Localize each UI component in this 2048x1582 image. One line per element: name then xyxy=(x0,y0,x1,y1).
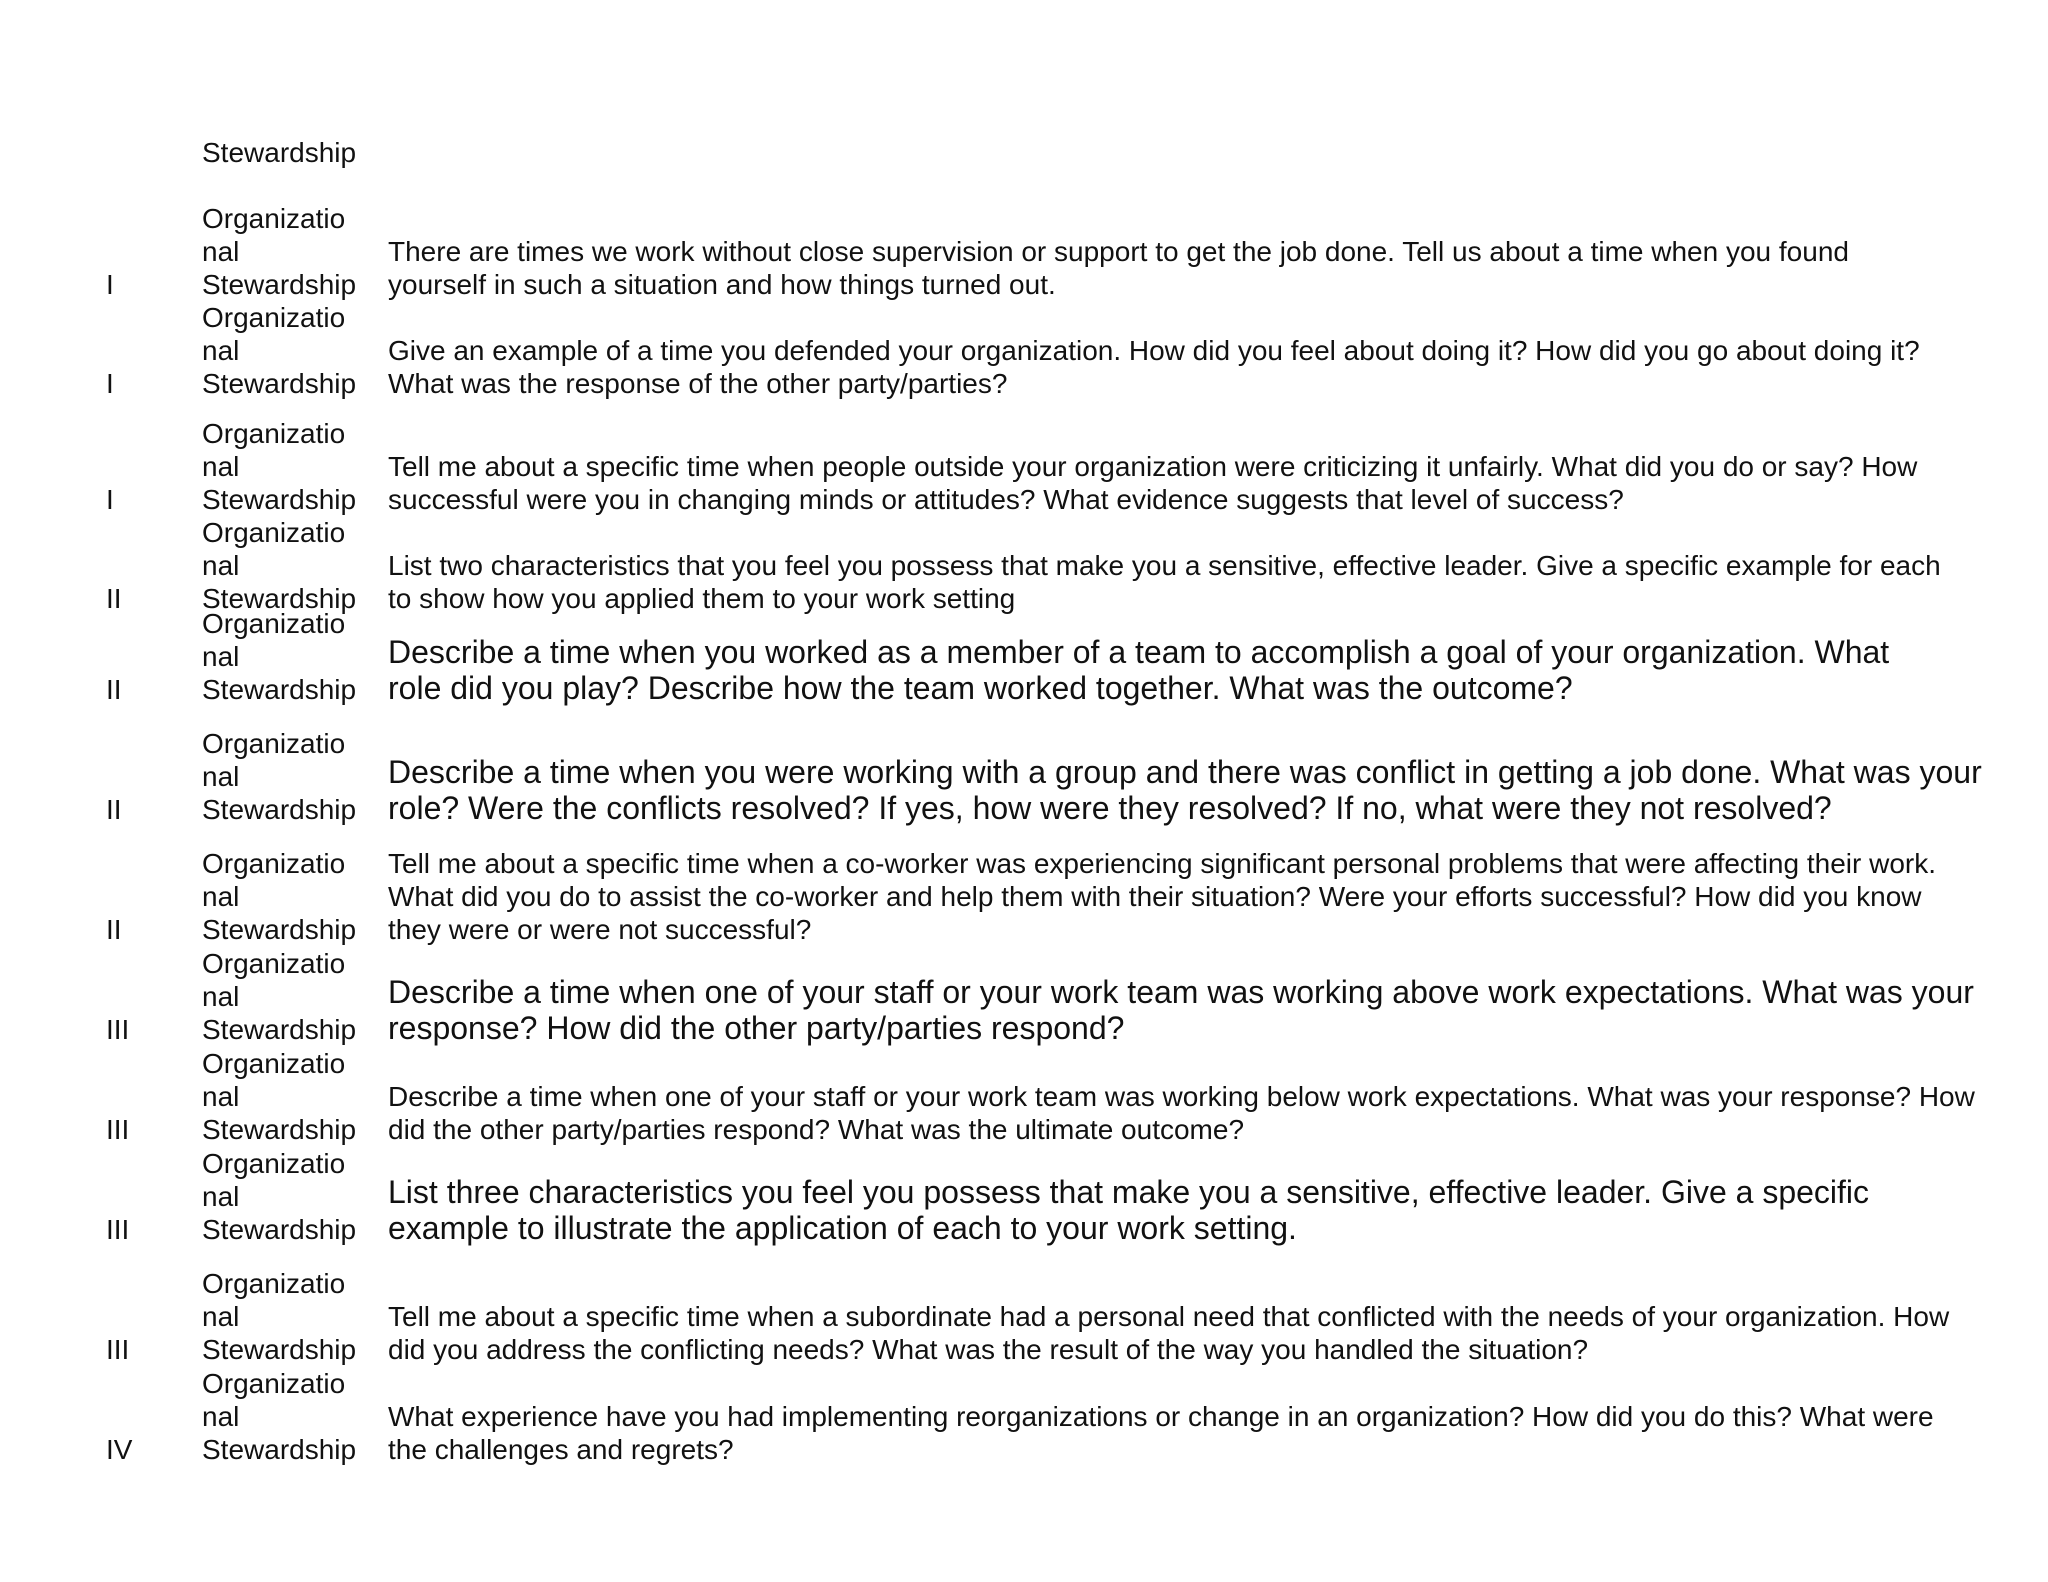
question-cell: Describe a time when you were working with a group and there was conflict in getting a job done. What was your role? Were the conflicts resolved? If yes, how were they resolved? If no, what were they not resolved? xyxy=(388,754,1982,826)
level-cell: III xyxy=(106,1334,130,1365)
question-row xyxy=(0,202,2048,301)
question-cell: Describe a time when one of your staff or your work team was working above work expectations. What was your response? How did the other party/parties respond? xyxy=(388,974,1974,1046)
question-row xyxy=(0,846,2048,946)
level-cell: III xyxy=(106,1214,130,1245)
category-cell: Organizatio nal Stewardship xyxy=(202,1148,357,1245)
question-cell: Describe a time when one of your staff or your work team was working below work expectations. What was your response? How did the other party/parties respond? What was the ultimate outcome? xyxy=(388,1081,1975,1145)
category-cell: Organizatio nal Stewardship xyxy=(202,1368,357,1465)
question-row xyxy=(0,606,2048,706)
category-cell: Organizatio nal Stewardship xyxy=(202,1048,357,1145)
question-row xyxy=(0,1266,2048,1366)
level-cell: III xyxy=(106,1114,130,1145)
level-cell: II xyxy=(106,674,122,705)
question-cell: Tell me about a specific time when people outside your organization were criticizing it unfairly. What did you do or say? How successful were you in changing minds or attitudes? What evidence suggests that level of success? xyxy=(388,451,1918,515)
question-cell: Describe a time when you worked as a member of a team to accomplish a goal of your organization. What role did you play? Describe how the team worked together. What was the outcome? xyxy=(388,634,1890,706)
question-row xyxy=(0,726,2048,826)
level-cell: II xyxy=(106,583,122,614)
question-cell: There are times we work without close supervision or support to get the job done. Tell us about a time when you found yourself in such a situation and how things turned out. xyxy=(388,236,1849,300)
category-cell: Organizatio nal Stewardship xyxy=(202,418,357,515)
question-row xyxy=(0,1366,2048,1466)
category-cell: Organizatio nal Stewardship xyxy=(202,302,357,399)
question-cell: Tell me about a specific time when a co-worker was experiencing significant personal problems that were affecting their work. What did you do to assist the co-worker and help them with their situation? Were your efforts successful? How did you know they were or were not successful? xyxy=(388,848,1936,945)
question-cell: Tell me about a specific time when a subordinate had a personal need that conflicted with the needs of your organization. How did you address the conflicting needs? What was the result of the way you handled the situation? xyxy=(388,1301,1950,1365)
category-cell: Organizatio nal Stewardship xyxy=(202,517,357,614)
question-cell: Give an example of a time you defended your organization. How did you feel about doing it? How did you go about doing it? What was the response of the other party/parties? xyxy=(388,335,1920,399)
level-cell: I xyxy=(106,368,114,399)
question-row xyxy=(0,1046,2048,1146)
category-cell: Organizatio nal Stewardship xyxy=(202,1268,357,1365)
question-row xyxy=(0,417,2048,516)
category-cell: Organizatio nal Stewardship xyxy=(202,608,357,705)
category-cell: Organizatio nal Stewardship xyxy=(202,848,357,945)
question-row xyxy=(0,946,2048,1046)
category-header-text: Stewardship xyxy=(202,137,357,168)
question-cell: List two characteristics that you feel you possess that make you a sensitive, effective leader. Give a specific example for each to show how you applied them to your work setting xyxy=(388,550,1941,614)
question-row xyxy=(0,516,2048,615)
level-cell: II xyxy=(106,794,122,825)
question-cell: List three characteristics you feel you possess that make you a sensitive, effective leader. Give a specific example to illustrate the application of each to your work setting. xyxy=(388,1174,1870,1246)
level-cell: II xyxy=(106,914,122,945)
question-cell: What experience have you had implementing reorganizations or change in an organization? How did you do this? What were the challenges and regrets? xyxy=(388,1401,1934,1465)
question-row xyxy=(0,301,2048,400)
question-row xyxy=(0,1146,2048,1246)
level-cell: I xyxy=(106,269,114,300)
level-cell: IV xyxy=(106,1434,133,1465)
category-cell: Organizatio nal Stewardship xyxy=(202,948,357,1045)
level-cell: III xyxy=(106,1014,130,1045)
level-cell: I xyxy=(106,484,114,515)
category-cell: Organizatio nal Stewardship xyxy=(202,728,357,825)
category-cell: Organizatio nal Stewardship xyxy=(202,203,357,300)
